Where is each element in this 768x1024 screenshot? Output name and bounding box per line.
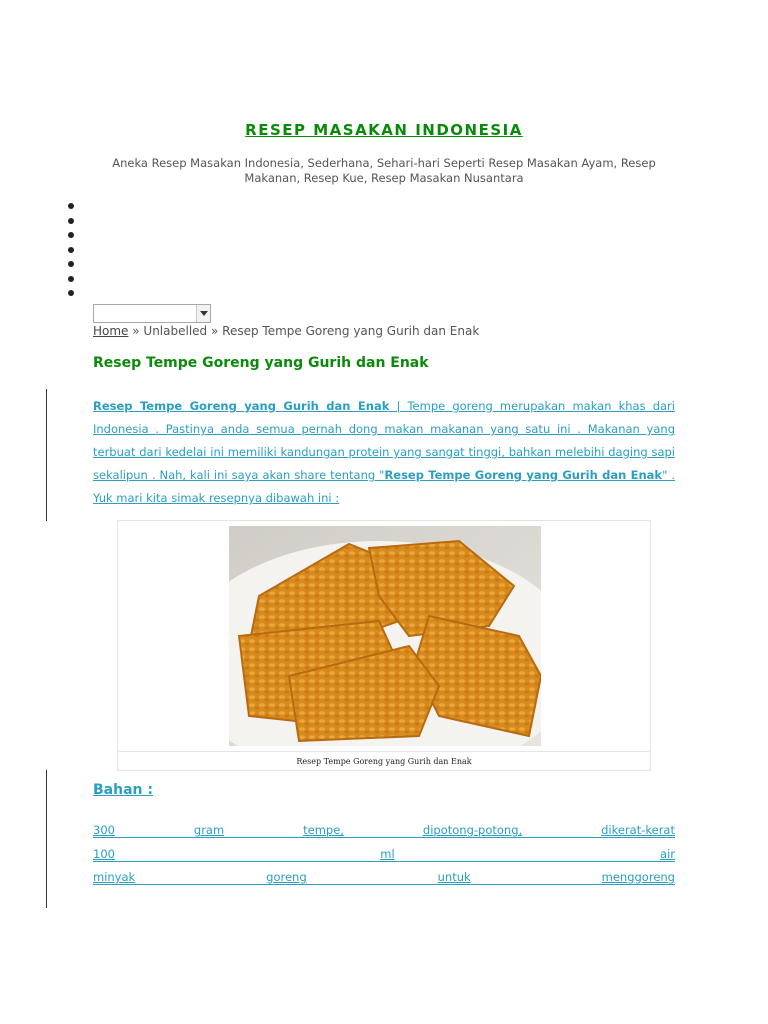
ingredient-word: dikerat-kerat — [601, 823, 675, 837]
tempe-photo[interactable] — [229, 526, 541, 746]
nav-bullet[interactable] — [68, 261, 74, 267]
ingredient-row — [93, 823, 675, 838]
ingredient-word: tempe, — [303, 823, 344, 837]
image-caption: Resep Tempe Goreng yang Gurih dan Enak — [118, 751, 650, 771]
image-figure — [117, 520, 651, 771]
nav-bullet[interactable] — [68, 290, 74, 296]
left-border-line — [46, 389, 47, 521]
triangle-down-icon[interactable] — [196, 305, 210, 322]
breadcrumb-category: Unlabelled — [143, 324, 208, 338]
post-title[interactable]: Resep Tempe Goreng yang Gurih dan Enak — [93, 355, 429, 371]
nav-bullet[interactable] — [68, 247, 74, 253]
ingredients-heading: Bahan : — [93, 782, 153, 798]
breadcrumb-home-link[interactable]: Home — [93, 324, 129, 338]
ingredient-word: minyak — [93, 870, 136, 884]
ingredient-word: 100 — [93, 847, 115, 861]
breadcrumb-separator: » — [128, 324, 144, 338]
breadcrumb-current: Resep Tempe Goreng yang Gurih dan Enak — [222, 324, 480, 338]
ingredient-row — [93, 870, 675, 885]
nav-bullet[interactable] — [68, 218, 74, 224]
ingredient-word: 300 — [93, 823, 115, 837]
nav-bullet-list — [68, 203, 74, 305]
nav-bullet[interactable] — [68, 203, 74, 209]
intro-inline-link[interactable]: Resep Tempe Goreng yang Gurih dan Enak — [384, 468, 663, 482]
ingredient-word: dipotong-potong, — [422, 823, 523, 837]
ingredient-row — [93, 847, 675, 862]
ingredient-word: air — [660, 847, 675, 861]
ingredient-word: goreng — [266, 870, 307, 884]
ingredient-word: gram — [193, 823, 225, 837]
breadcrumb-separator: » — [207, 324, 223, 338]
nav-bullet[interactable] — [68, 232, 74, 238]
breadcrumb — [93, 324, 479, 338]
intro-text-end: " . Yuk mari kita simak resepnya dibawah ini : — [93, 468, 675, 505]
navigation-select[interactable] — [93, 304, 211, 323]
site-title[interactable]: RESEP MASAKAN INDONESIA — [245, 121, 523, 139]
ingredient-word: ml — [380, 847, 395, 861]
ingredient-word: untuk — [437, 870, 471, 884]
intro-text: | Tempe goreng merupakan makan khas dari Indonesia . Pastinya anda semua pernah dong makan makanan yang satu ini . Makanan yang terbuat dari kedelai ini memiliki kandungan protein yang sangat tinggi, bahkan melebihi daging sapi sekalipun . Nah, kali ini saya akan share tentang " — [93, 399, 675, 482]
nav-bullet[interactable] — [68, 276, 74, 282]
site-description: Aneka Resep Masakan Indonesia, Sederhana, Sehari-hari Seperti Resep Masakan Ayam, Resep Makanan, Resep Kue, Resep Masakan Nusantara — [112, 156, 656, 185]
left-border-line — [46, 770, 47, 908]
post-intro — [93, 395, 675, 510]
ingredient-word: menggoreng — [601, 870, 675, 884]
intro-lead-link[interactable]: Resep Tempe Goreng yang Gurih dan Enak — [93, 399, 390, 413]
